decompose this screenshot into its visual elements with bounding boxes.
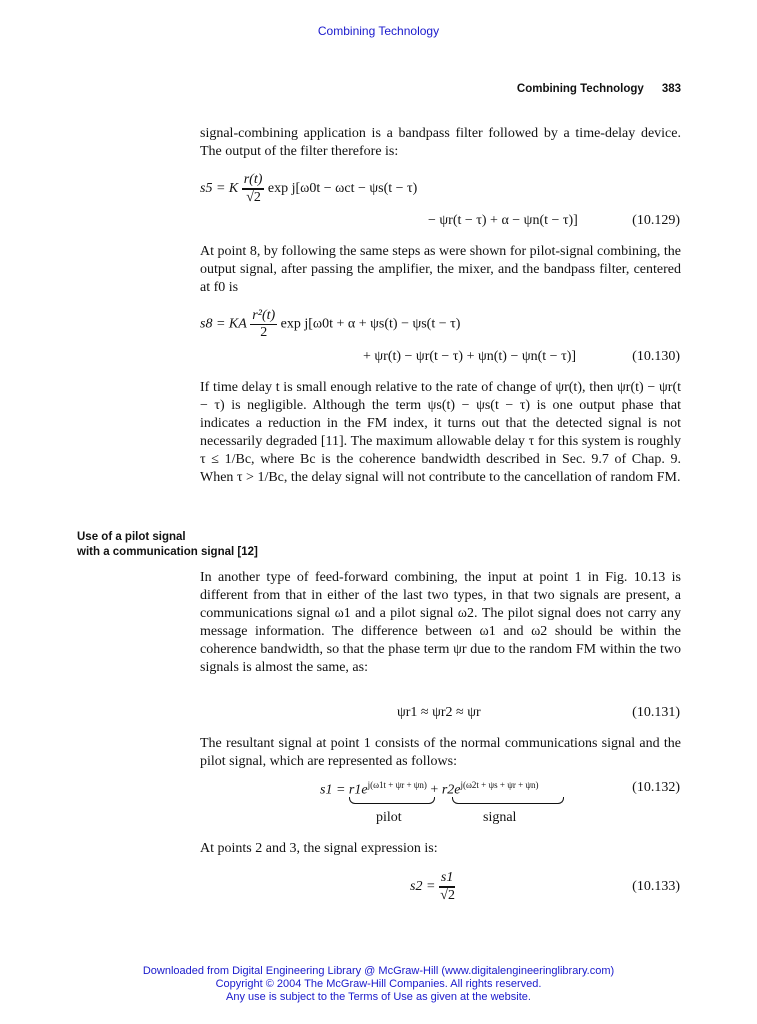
equation-10-130-line2: + ψr(t) − ψr(t − τ) + ψn(t) − ψn(t − τ)] — [363, 349, 577, 364]
eq129-num: r(t) — [243, 172, 263, 187]
eq130-fraction — [250, 308, 277, 341]
paragraph-4: In another type of feed-forward combining, the input at point 1 in Fig. 10.13 is different from that in either of the last two types, in that two signals are present, a communications signal ω1 and a pilot signal ω2. The pilot signal does not carry any message information. The difference between ω1 and ω2 should be within the coherence bandwidth, so that the phase term ψr due to the random FM within the two signals is almost the same, as: — [200, 570, 681, 675]
eq132-exp1: j(ω1t + ψr + ψn) — [367, 780, 427, 790]
equation-10-129-line1 — [200, 172, 417, 206]
eq133-lhs: s2 = — [410, 879, 436, 895]
equation-10-131: ψr1 ≈ ψr2 ≈ ψr — [397, 705, 481, 720]
equation-10-129-line2: − ψr(t − τ) + α − ψn(t − τ)] — [428, 213, 578, 228]
eq132-exp2: j(ω2t + ψs + ψr + ψn) — [460, 780, 539, 790]
page-number: 383 — [661, 83, 681, 95]
eq129-lhs: s5 = K — [200, 181, 239, 197]
paragraph-3: If time delay t is small enough relative to the rate of change of ψr(t), then ψr(t) − ψr(t − τ) is negligible. Although the term ψs(t) − ψs(t − τ) is one output phase that indicates a reduction in the FM index, it turns out that the detected signal is not necessarily degraded [11]. The maximum allowable delay τ for this system is roughly τ ≤ 1/Bc, where Bc is the coherence bandwidth described in Sec. 9.7 of Chap. 9. When τ > 1/Bc, the delay signal will not contribute to the cancellation of random FM. — [200, 380, 681, 485]
footer-line1[interactable]: Downloaded from Digital Engineering Library @ McGraw-Hill (www.digitalengineeringlibrary.com) — [142, 965, 615, 977]
equation-number-10-133: (10.133) — [632, 879, 680, 894]
signal-label: signal — [483, 810, 517, 825]
equation-10-132 — [320, 780, 539, 799]
pilot-label: pilot — [376, 810, 402, 825]
pilot-brace — [349, 797, 435, 804]
footer-line3[interactable]: Any use is subject to the Terms of Use as given at the website. — [226, 991, 531, 1003]
eq130-den: 2 — [260, 325, 268, 340]
equation-10-130-line1 — [200, 308, 460, 341]
eq132-lhs: s1 = — [320, 782, 346, 798]
eq130-num: r²(t) — [252, 308, 276, 323]
eq132-plus: + — [430, 782, 439, 798]
eq133-fraction — [439, 870, 455, 904]
paragraph-2: At point 8, by following the same steps as were shown for pilot-signal combining, the output signal, after passing the amplifier, the mixer, and the bandpass filter, centered at f0 is — [200, 244, 681, 295]
eq133-num: s1 — [440, 870, 454, 885]
eq130-lhs: s8 = KA — [200, 316, 247, 332]
running-head-title: Combining Technology — [516, 83, 644, 95]
side-heading-line1: Use of a pilot signal — [77, 531, 186, 543]
equation-number-10-130: (10.130) — [632, 349, 680, 364]
paragraph-1: signal-combining application is a bandpass filter followed by a time-delay device. The output of the filter therefore is: — [200, 126, 681, 159]
top-banner: Combining Technology — [317, 24, 440, 38]
equation-number-10-129: (10.129) — [632, 213, 680, 228]
signal-brace — [452, 797, 564, 804]
equation-number-10-132: (10.132) — [632, 780, 680, 795]
eq130-line1: exp j[ω0t + α + ψs(t) − ψs(t − τ) — [280, 316, 461, 332]
side-heading — [77, 530, 258, 560]
running-head — [517, 83, 681, 95]
eq133-den: √2 — [440, 888, 455, 903]
footer-line2: Copyright © 2004 The McGraw-Hill Companies. All rights reserved. — [215, 978, 542, 990]
eq129-line1: exp j[ω0t − ωct − ψs(t − τ) — [267, 181, 418, 197]
equation-number-10-131: (10.131) — [632, 705, 680, 720]
equation-10-133 — [410, 870, 455, 904]
eq129-fraction — [242, 172, 265, 206]
eq132-term1: r1e — [348, 782, 368, 798]
footer — [0, 965, 757, 1004]
paragraph-6: At points 2 and 3, the signal expression is: — [200, 841, 438, 856]
paragraph-5: The resultant signal at point 1 consists of the normal communications signal and the pilot signal, which are represented as follows: — [200, 736, 681, 769]
side-heading-line2: with a communication signal [12] — [77, 546, 258, 558]
eq132-term2: r2e — [441, 782, 461, 798]
eq129-den: √2 — [242, 189, 265, 206]
